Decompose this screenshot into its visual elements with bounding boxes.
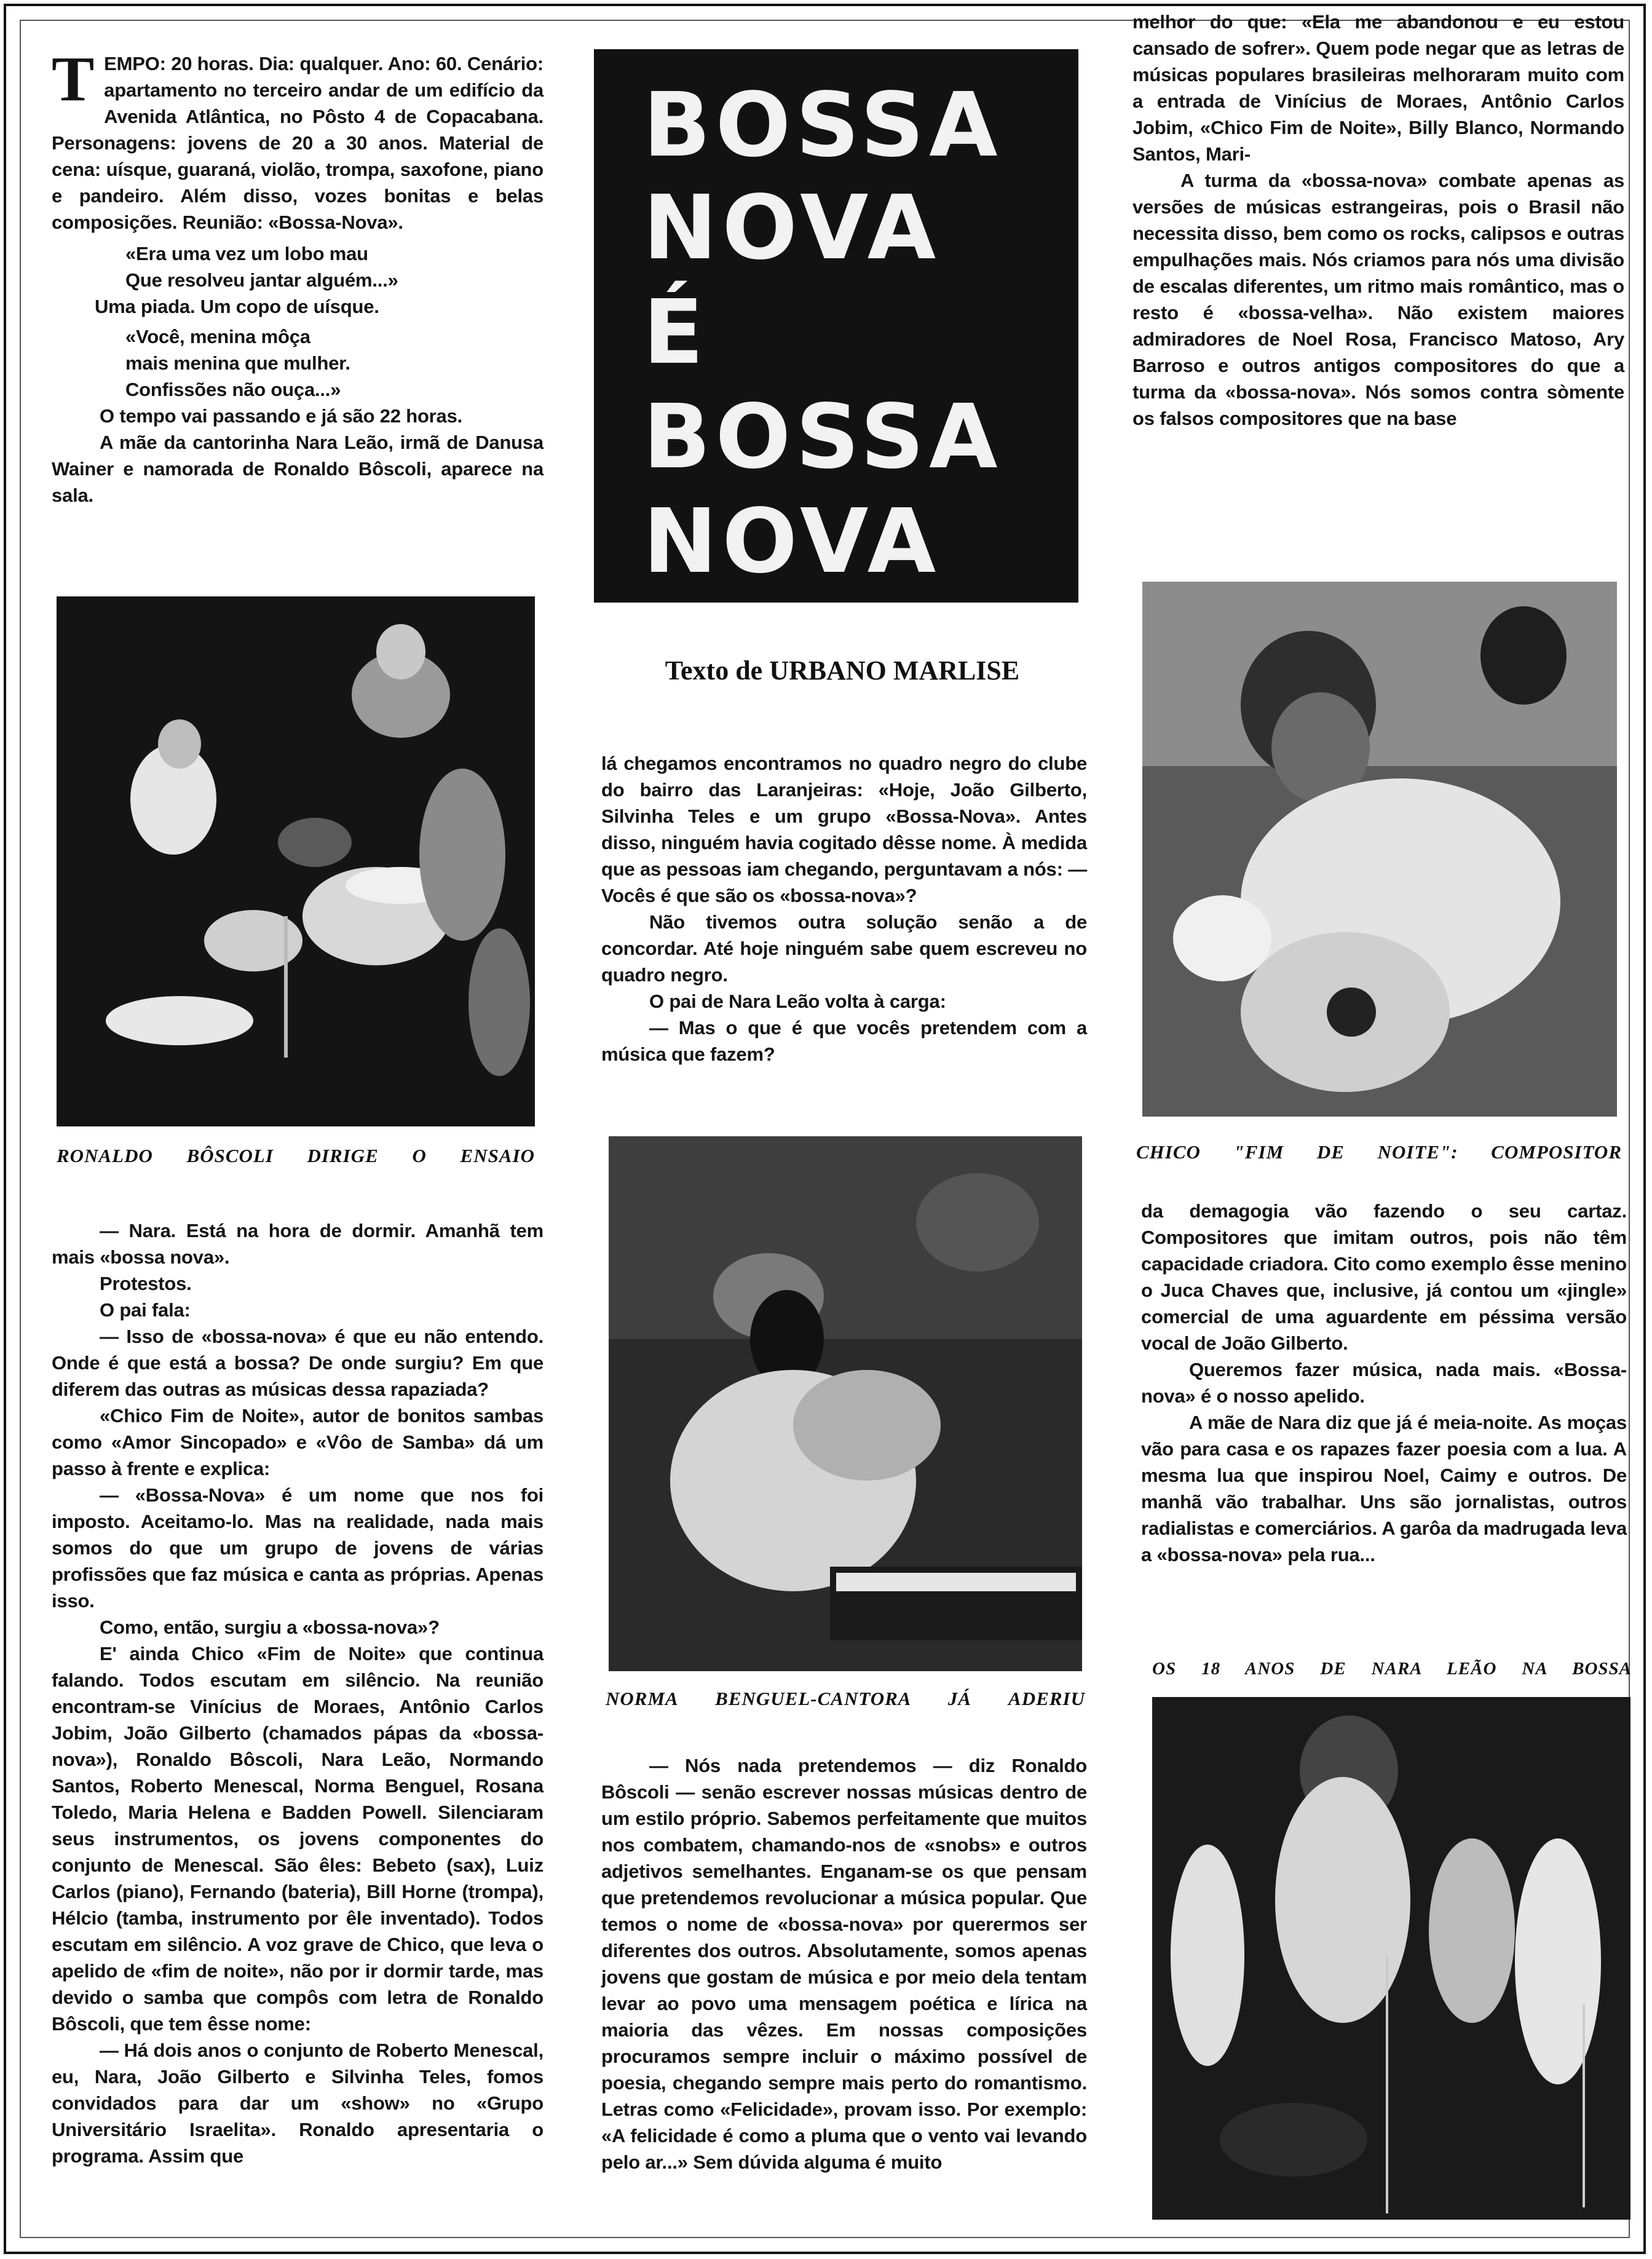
paragraph: — Há dois anos o conjunto de Roberto Menescal, eu, Nara, João Gilberto e Silvinha Teles, fomos convidados para dar um «show» no «Grupo Universitário Israelita». Ronaldo apresentaria o programa. Assim que [52, 2039, 543, 2167]
photo-piano [609, 1136, 1082, 1671]
paragraph: Protestos. [100, 1273, 192, 1294]
rehearsal-photo-image [57, 596, 535, 1126]
piano-photo-image [609, 1136, 1082, 1671]
paragraph: E' ainda Chico «Fim de Noite» que continua falando. Todos escutam em silêncio. Na reunião encontram-se Vinícius de Moraes, Antônio Carlos Jobim, João Gilberto (chamados pápas da «bossa-nova»), Ronaldo Bôscoli, Nara Leão, Normando Santos, Roberto Menescal, Norma Benguel, Rosana Toledo, Maria Helena e Badden Powell. Silenciaram seus instrumentos, os jovens componentes do conjunto de Menescal. São êles: Bebeto (sax), Luiz Carlos (piano), Fernando (bateria), Bill Horne (trompa), Hélcio (tamba, instrumento por êle inventado). Todos escutam em silêncio. A voz grave de Chico, que leva o apelido de «fim de noite», não por ir dormir tarde, mas devido o samba que compôs com letra de Ronaldo Bôscoli, que tem êsse nome: [52, 1643, 543, 2035]
paragraph: melhor do que: «Ela me abandonou e eu estou cansado de sofrer». Quem pode negar que as letras de músicas populares brasileiras melhoraram muito com a entrada de Vinícius de Moraes, Antônio Carlos Jobim, «Chico Fim de Noite», Billy Blanco, Normando Santos, Mari- [1132, 11, 1624, 165]
headline-line: BOSSA [643, 73, 1003, 176]
paragraph: Queremos fazer música, nada mais. «Bossa-nova» é o nosso apelido. [1141, 1359, 1627, 1407]
headline-line: BOSSA [643, 385, 1003, 488]
caption-nara: OS 18 ANOS DE NARA LEÃO NA BOSSA [1152, 1659, 1632, 1679]
paragraph: — «Bossa-Nova» é um nome que nos foi imposto. Aceitamo-lo. Mas na realidade, nada mais somos do que um grupo de jovens de várias profissões que faz música e canta as próprias. Apenas isso. [52, 1484, 543, 1612]
paragraph: A turma da «bossa-nova» combate apenas as versões de músicas estrangeiras, pois o Brasil não necessita disso, bem como os rocks, calipsos e outras empulhações mais. Nós criamos para nós uma divisão de escalas diferentes, um ritmo mais romântico, mas o resto é «bossa-velha». Não existem maiores admiradores de Noel Rosa, Francisco Matoso, Ary Barroso e outros antigos compositores do que a turma da «bossa-nova». Nós somos contra sòmente os falsos compositores que na base [1132, 170, 1624, 429]
verse-line: «Era uma vez um lobo mau [125, 243, 368, 264]
photo-guitarist [1142, 582, 1617, 1117]
column-3-top [1132, 9, 1624, 432]
headline-line: NOVA [643, 489, 941, 593]
paragraph: — Nós nada pretendemos — diz Ronaldo Bôscoli — senão escrever nossas músicas dentro de um estilo próprio. Sabemos perfeitamente que muitos nos combatem, chamando-nos de «snobs» e outros adjetivos semelhantes. Enganam-se os que pensam que pretendemos revolucionar a música popular. Que temos o nome de «bossa-nova» por querermos ser diferentes dos outros. Absolutamente, somos apenas jovens que gostam de música e por meio dela tentam levar ao povo uma mensagem poética e lírica na maioria das vêzes. Em nossas composições procuramos sempre incluir o máximo possível de poesia, chegando sempre mais perto do romantismo. Letras como «Felicidade», provam isso. Por exemplo: «A felicidade é como a pluma que o vento vai levando pelo ar...» Sem dúvida alguma é muito [601, 1755, 1087, 2173]
verse-line: «Você, menina môça [125, 326, 310, 347]
paragraph: O pai fala: [100, 1299, 191, 1321]
paragraph: O tempo vai passando e já são 22 horas. [100, 405, 463, 427]
verse-line: Que resolveu jantar alguém...» [125, 269, 398, 291]
paragraph: A mãe da cantorinha Nara Leão, irmã de Danusa Wainer e namorada de Ronaldo Bôscoli, aparece na sala. [52, 432, 543, 506]
verse-line: mais menina que mulher. [125, 352, 350, 374]
headline-line: É [643, 280, 709, 384]
photo-rehearsal [57, 596, 535, 1126]
column-1-bottom [52, 1217, 543, 2169]
column-1-top [52, 44, 543, 508]
headline-line: NOVA [643, 176, 941, 279]
photo-nara [1152, 1697, 1630, 2220]
caption-guitarist: CHICO "FIM DE NOITE": COMPOSITOR [1136, 1141, 1622, 1163]
paragraph: A mãe de Nara diz que já é meia-noite. As moças vão para casa e os rapazes fazer poesia com a lua. A mesma lua que inspirou Noel, Caimy e outros. De manhã vão trabalhar. Uns são jornalistas, outros radialistas e comerciários. A garôa da madrugada leva a «bossa-nova» pela rua... [1141, 1412, 1627, 1565]
intro-text: EMPO: 20 horas. Dia: qualquer. Ano: 60. Cenário: apartamento no terceiro andar de um edifício da Avenida Atlântica, no Pôsto 4 de Copacabana. Personagens: jovens de 20 a 30 anos. Material de cena: uísque, guaraná, violão, trompa, saxofone, piano e pandeiro. Além disso, vozes bonitas e belas composições. Reunião: «Bossa-Nova». [52, 53, 543, 233]
paragraph: Uma piada. Um copo de uísque. [95, 296, 379, 317]
caption-rehearsal: RONALDO BÔSCOLI DIRIGE O ENSAIO [57, 1145, 535, 1166]
paragraph: Não tivemos outra solução senão a de concordar. Até hoje ninguém sabe quem escreveu no quadro negro. [601, 911, 1087, 986]
verse-line: Confissões não ouça...» [125, 379, 341, 400]
paragraph: da demagogia vão fazendo o seu cartaz. Compositores que imitam outros, pois não têm capacidade criadora. Cito como exemplo êsse menino o Juca Chaves que, inclusive, já contou um «jingle» comercial de uma aguardente em péssima versão vocal de João Gilberto. [1141, 1200, 1627, 1354]
column-3-middle [1141, 1198, 1627, 1568]
paragraph: — Nara. Está na hora de dormir. Amanhã tem mais «bossa nova». [52, 1220, 543, 1268]
nara-photo-image [1152, 1697, 1630, 2220]
paragraph: lá chegamos encontramos no quadro negro do clube do bairro das Laranjeiras: «Hoje, João Gilberto, Silvinha Teles e um grupo «Bossa-Nova». Antes disso, ninguém havia cogitado dêsse nome. À medida que as pessoas iam chegando, perguntavam a nós: — Vocês é que são os «bossa-nova»? [601, 753, 1087, 906]
caption-piano: NORMA BENGUEL-CANTORA JÁ ADERIU [606, 1688, 1085, 1709]
paragraph: — Isso de «bossa-nova» é que eu não entendo. Onde é que está a bossa? De onde surgiu? Em que diferem das outras as músicas dessa rapaziada? [52, 1326, 543, 1400]
headline-box [594, 49, 1078, 603]
intro-paragraph [52, 44, 543, 235]
column-2-top [601, 750, 1087, 1067]
column-2-bottom [601, 1752, 1087, 2175]
paragraph: — Mas o que é que vocês pretendem com a música que fazem? [601, 1017, 1087, 1065]
byline: Texto de URBANO MARLISE [665, 655, 1020, 686]
paragraph: O pai de Nara Leão volta à carga: [649, 991, 946, 1012]
guitarist-photo-image [1142, 582, 1617, 1117]
paragraph: Como, então, surgiu a «bossa-nova»? [100, 1616, 440, 1638]
drop-cap: T [52, 44, 95, 114]
paragraph: «Chico Fim de Noite», autor de bonitos sambas como «Amor Sincopado» e «Vôo de Samba» dá um passo à frente e explica: [52, 1405, 543, 1479]
